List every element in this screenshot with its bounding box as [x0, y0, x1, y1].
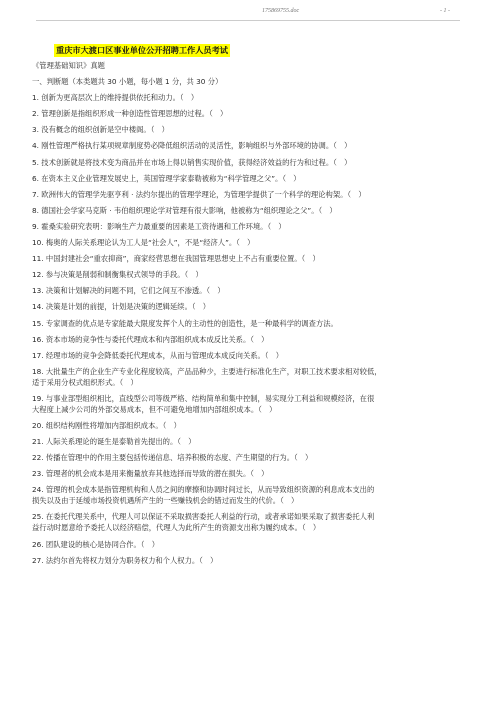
- question-item: 21. 人际关系理论的诞生是泰勒首先提出的。（ ）: [32, 437, 196, 447]
- question-item: 16. 资本市场的竞争性与委托代理成本和内部组织成本成反比关系。（ ）: [32, 334, 269, 344]
- document-filename: 175869755.doc: [262, 8, 300, 14]
- question-item: 3. 没有概念的组织创新是空中楼阁。（ ）: [32, 125, 169, 135]
- question-item: 14. 决策是计划的前提，计划是决策的逻辑延续。（ ）: [32, 302, 211, 312]
- question-item-continued: 益行动时愿意给予委托人以经济赔偿，代理人为此所产生的资源支出称为履约成本。（ ）: [32, 523, 321, 533]
- section-heading: 一、判断题（本类题共 30 小题，每小题 1 分，共 30 分）: [32, 77, 223, 87]
- question-item: 19. 与事业部型组织相比，直线型公司等级严格、结构简单和集中控制，易实现分工利益和规模经济，在很: [32, 393, 375, 403]
- question-item: 12. 参与决策是削弱和制衡集权式领导的手段。（ ）: [32, 270, 203, 280]
- question-item: 9. 霍桑实验研究表明：影响生产力最重要的因素是工资待遇和工作环境。（ ）: [32, 221, 286, 231]
- question-item: 6. 在资本主义企业管理发展史上，英国管理学家泰勒被称为“科学管理之父”。（ ）: [32, 173, 301, 183]
- question-item: 26. 团队建设的核心是协同合作。（ ）: [32, 539, 160, 549]
- question-item: 20. 组织结构刚性将增加内部组织成本。（ ）: [32, 420, 181, 430]
- question-list: [32, 60, 472, 571]
- page-number: - 1 -: [440, 8, 450, 14]
- header-divider: [36, 20, 460, 21]
- question-item: 1. 创新为更高层次上的维持提供依托和动力。（ ）: [32, 93, 199, 103]
- question-item: 7. 欧洲伟大的管理学先驱亨利 · 法约尔提出的管理学理论，为管理学提供了一个科学的理论构架。（ ）: [32, 189, 366, 199]
- exam-subtitle: 《管理基础知识》真题: [32, 61, 105, 70]
- question-item: 17. 经理市场的竞争会降低委托代理成本，从而与管理成本成反向关系。（ ）: [32, 350, 284, 360]
- question-item: 27. 法约尔首先将权力划分为职务权力和个人权力。（ ）: [32, 555, 218, 565]
- question-item-continued: 大程度上减少公司的外部交易成本，但不可避免地增加内部组织成本。（ ）: [32, 404, 277, 414]
- page-header: [0, 7, 496, 19]
- question-item: 8. 德国社会学家马克斯 · 韦伯组织理论学对管理有很大影响，他被称为“组织理论之父”。（ ）: [32, 205, 337, 215]
- question-item: 10. 梅奥的人际关系理论认为工人是“社会人”，不是“经济人”。（ ）: [32, 238, 255, 248]
- document-title: 重庆市大渡口区事业单位公开招聘工作人员考试: [56, 45, 228, 55]
- question-item-continued: 损失以及由于延缓市场投资机遇所产生的一些赚钱机会的错过而发生的代价。（ ）: [32, 496, 299, 506]
- question-item: 22. 传播在管理中的作用主要包括传递信息、培养积极的态度、产生期望的行为。（ ）: [32, 453, 313, 463]
- question-item: 4. 刚性管理严格执行某项规章制度势必降低组织活动的灵活性，影响组织与外部环境的协调。（ ）: [32, 141, 352, 151]
- question-item: 11. 中国封建社会“重农抑商”，商家经营思想在我国管理思想史上不占有重要位置。（ ）: [32, 254, 320, 264]
- question-item: 23. 管理者的机会成本是用来衡量放弃其他选择而导致的潜在损失。（ ）: [32, 469, 269, 479]
- question-item: 2. 管理创新是指组织形成一种创造性管理思想的过程。（ ）: [32, 109, 228, 119]
- question-item-continued: 适于采用分权式组织形式。（ ）: [32, 377, 138, 387]
- question-item: 25. 在委托代理关系中，代理人可以保证不采取损害委托人利益的行动，或者承诺如果采取了损害委托人利: [32, 512, 375, 522]
- question-item: 13. 决策和计划解决的问题不同，它们之间互不渗透。（ ）: [32, 286, 225, 296]
- question-item: 15. 专家调查的优点是专家能最大限度发挥个人的主动性的创造性，是一种最科学的调查方法。: [32, 318, 338, 328]
- question-item: 24. 管理的机会成本是指管理机构和人员之间的摩擦和协调时间过长，从而导致组织资源的利息成本支出的: [32, 485, 375, 495]
- question-item: 5. 技术创新就是将技术变为商品并在市场上得以销售实现价值，获得经济效益的行为和过程。（ ）: [32, 157, 352, 167]
- question-item: 18. 大批量生产的企业生产专业化程度较高，产品品种少，主要进行标准化生产，对职工技术要求相对较低，: [32, 366, 382, 376]
